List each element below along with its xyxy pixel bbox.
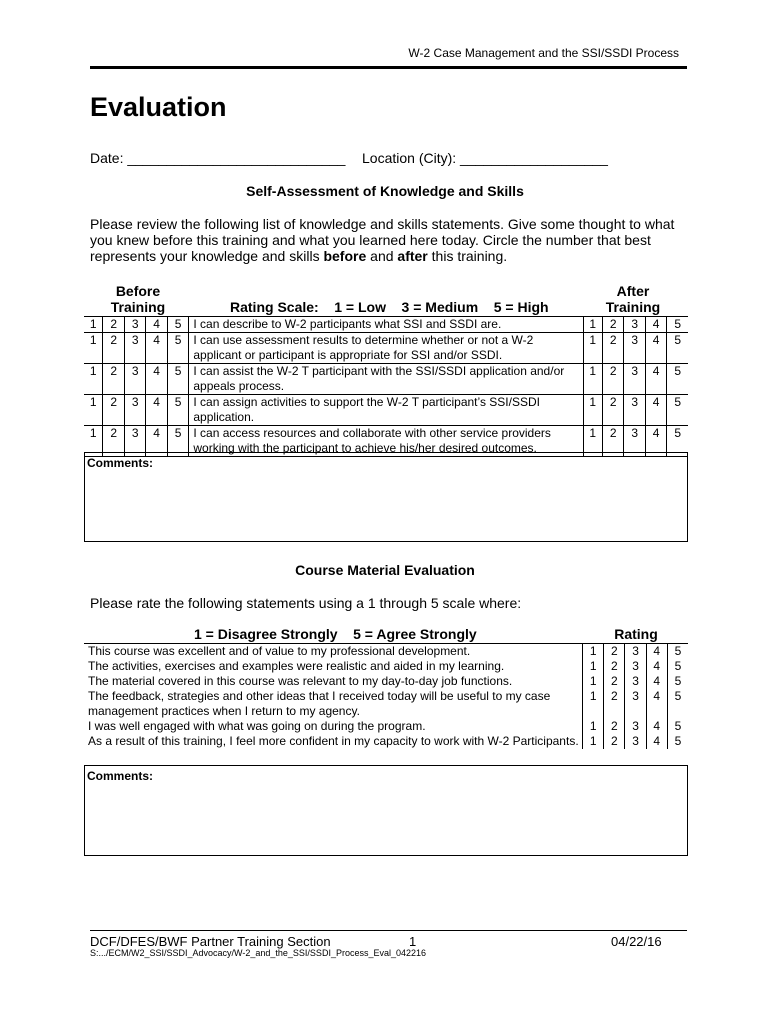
rating-4[interactable]: 4: [646, 659, 667, 674]
after-rating-4[interactable]: 4: [645, 364, 666, 395]
rating-header: Rating: [614, 626, 658, 642]
statement: I can assign activities to support the W-2 T participant’s SSI/SSDI application.: [189, 395, 583, 426]
rating-5[interactable]: 5: [667, 659, 688, 674]
after-rating-2[interactable]: 2: [602, 317, 623, 333]
before-rating-4[interactable]: 4: [146, 333, 167, 364]
rating-scale-label: Rating Scale: 1 = Low 3 = Medium 5 = High: [230, 299, 549, 315]
self-assessment-intro: Please review the following list of knowledge and skills statements. Give some thought to what you knew before this training and what you learned here today. Circle the number that best represents your knowledge and skills before and after this training.: [90, 216, 675, 264]
rating-4[interactable]: 4: [646, 734, 667, 749]
rating-4[interactable]: 4: [646, 674, 667, 689]
rating-4[interactable]: 4: [646, 719, 667, 734]
self-assessment-comments-box[interactable]: [84, 452, 688, 542]
before-rating-1[interactable]: 1: [89, 333, 97, 347]
rating-2[interactable]: 2: [604, 734, 625, 749]
rating-1[interactable]: 1: [589, 689, 597, 703]
footer-section: DCF/DFES/BWF Partner Training Section: [90, 934, 331, 949]
statement: As a result of this training, I feel more confident in my capacity to work with W-2 Participants.: [84, 734, 583, 749]
table-row: [84, 674, 688, 689]
table-row: [84, 734, 688, 749]
before-rating-2[interactable]: 2: [103, 364, 124, 395]
after-rating-5[interactable]: 5: [667, 333, 688, 364]
rating-2[interactable]: 2: [604, 644, 625, 660]
before-rating-3[interactable]: 3: [124, 317, 145, 333]
after-rating-4[interactable]: 4: [645, 317, 666, 333]
after-rating-2[interactable]: 2: [602, 333, 623, 364]
footer-date: 04/22/16: [611, 934, 662, 949]
course-evaluation-intro: Please rate the following statements using a 1 through 5 scale where:: [90, 595, 522, 611]
rating-3[interactable]: 3: [625, 659, 646, 674]
rating-2[interactable]: 2: [604, 689, 625, 719]
after-rating-4[interactable]: 4: [645, 333, 666, 364]
footer-rule: [90, 930, 687, 931]
before-rating-1[interactable]: 1: [89, 426, 97, 440]
before-rating-5[interactable]: 5: [167, 333, 188, 364]
statement: I can access resources and collaborate with other service providers working with the participant to achieve his/her desired outcomes.: [189, 426, 583, 457]
statement: The feedback, strategies and other ideas that I received today will be useful to my case management practices when I return to my agency.: [84, 689, 583, 719]
running-header: W-2 Case Management and the SSI/SSDI Process: [408, 46, 679, 60]
after-rating-1[interactable]: 1: [589, 317, 597, 331]
before-rating-5[interactable]: 5: [167, 426, 188, 457]
statement: The material covered in this course was relevant to my day-to-day job functions.: [84, 674, 583, 689]
rating-3[interactable]: 3: [625, 689, 646, 719]
after-rating-1[interactable]: 1: [589, 333, 597, 347]
rating-3[interactable]: 3: [625, 674, 646, 689]
after-rating-3[interactable]: 3: [624, 395, 645, 426]
self-assessment-table: [84, 316, 688, 457]
before-rating-1[interactable]: 1: [89, 364, 97, 378]
file-path: S:.../ECM/W2_SSI/SSDI_Advocacy/W-2_and_the_SSI/SSDI_Process_Eval_042216: [90, 948, 427, 958]
after-rating-1[interactable]: 1: [589, 395, 597, 409]
after-rating-3[interactable]: 3: [624, 364, 645, 395]
rating-1[interactable]: 1: [589, 644, 597, 658]
after-rating-4[interactable]: 4: [645, 426, 666, 457]
table-row: [84, 333, 688, 364]
self-assessment-heading: Self-Assessment of Knowledge and Skills: [246, 183, 524, 199]
date-field[interactable]: Date: ____________________________: [90, 150, 346, 166]
before-rating-3[interactable]: 3: [124, 395, 145, 426]
rating-2[interactable]: 2: [604, 719, 625, 734]
rating-1[interactable]: 1: [589, 659, 597, 673]
statement: I was well engaged with what was going on during the program.: [84, 719, 583, 734]
rating-3[interactable]: 3: [625, 734, 646, 749]
comments-label: Comments:: [87, 769, 154, 783]
rating-5[interactable]: 5: [667, 719, 688, 734]
rating-1[interactable]: 1: [589, 734, 597, 748]
statement: I can describe to W-2 participants what SSI and SSDI are.: [189, 317, 583, 333]
page-number: 1: [409, 934, 417, 949]
before-rating-2[interactable]: 2: [103, 426, 124, 457]
before-rating-4[interactable]: 4: [146, 364, 167, 395]
course-evaluation-table: [84, 643, 688, 749]
after-training-header: After Training: [605, 283, 661, 315]
table-row: [84, 395, 688, 426]
before-rating-2[interactable]: 2: [103, 395, 124, 426]
table-row: [84, 719, 688, 734]
before-rating-4[interactable]: 4: [146, 395, 167, 426]
after-rating-2[interactable]: 2: [602, 395, 623, 426]
after-rating-3[interactable]: 3: [624, 426, 645, 457]
after-rating-1[interactable]: 1: [589, 364, 597, 378]
table-row: [84, 317, 688, 333]
rating-5[interactable]: 5: [667, 689, 688, 719]
before-rating-1[interactable]: 1: [89, 317, 97, 331]
before-rating-2[interactable]: 2: [103, 333, 124, 364]
header-rule: [90, 66, 687, 69]
after-rating-3[interactable]: 3: [624, 333, 645, 364]
before-training-header: Before Training: [110, 283, 166, 315]
rating-2[interactable]: 2: [604, 674, 625, 689]
before-rating-5[interactable]: 5: [167, 395, 188, 426]
after-rating-1[interactable]: 1: [589, 426, 597, 440]
rating-5[interactable]: 5: [667, 734, 688, 749]
after-rating-2[interactable]: 2: [602, 364, 623, 395]
before-rating-5[interactable]: 5: [167, 317, 188, 333]
rating-2[interactable]: 2: [604, 659, 625, 674]
table-row: [84, 689, 688, 719]
rating-3[interactable]: 3: [625, 719, 646, 734]
rating-5[interactable]: 5: [667, 674, 688, 689]
statement: This course was excellent and of value to my professional development.: [84, 644, 583, 660]
location-field[interactable]: Location (City): ___________________: [362, 150, 608, 166]
table-row: [84, 364, 688, 395]
table-row: [84, 659, 688, 674]
rating-4[interactable]: 4: [646, 689, 667, 719]
page-title: Evaluation: [90, 92, 227, 122]
rating-1[interactable]: 1: [589, 674, 597, 688]
before-rating-5[interactable]: 5: [167, 364, 188, 395]
before-rating-3[interactable]: 3: [124, 364, 145, 395]
course-evaluation-heading: Course Material Evaluation: [295, 562, 475, 578]
after-rating-5[interactable]: 5: [667, 426, 688, 457]
after-rating-5[interactable]: 5: [667, 364, 688, 395]
statement: I can use assessment results to determine whether or not a W-2 applicant or participant is appropriate for SSI and/or SSDI.: [189, 333, 583, 364]
course-evaluation-comments-box[interactable]: [84, 765, 688, 856]
agree-scale-label: 1 = Disagree Strongly 5 = Agree Strongly: [194, 626, 477, 642]
statement: I can assist the W-2 T participant with the SSI/SSDI application and/or appeals process.: [189, 364, 583, 395]
comments-label: Comments:: [87, 456, 154, 470]
after-rating-5[interactable]: 5: [667, 317, 688, 333]
rating-4[interactable]: 4: [646, 644, 667, 660]
before-rating-3[interactable]: 3: [124, 333, 145, 364]
before-rating-4[interactable]: 4: [146, 426, 167, 457]
statement: The activities, exercises and examples were realistic and aided in my learning.: [84, 659, 583, 674]
after-rating-4[interactable]: 4: [645, 395, 666, 426]
rating-1[interactable]: 1: [589, 719, 597, 733]
before-rating-2[interactable]: 2: [103, 317, 124, 333]
table-row: [84, 644, 688, 660]
rating-3[interactable]: 3: [625, 644, 646, 660]
after-rating-3[interactable]: 3: [624, 317, 645, 333]
before-rating-3[interactable]: 3: [124, 426, 145, 457]
rating-5[interactable]: 5: [667, 644, 688, 660]
after-rating-2[interactable]: 2: [602, 426, 623, 457]
before-rating-4[interactable]: 4: [146, 317, 167, 333]
after-rating-5[interactable]: 5: [667, 395, 688, 426]
before-rating-1[interactable]: 1: [89, 395, 97, 409]
